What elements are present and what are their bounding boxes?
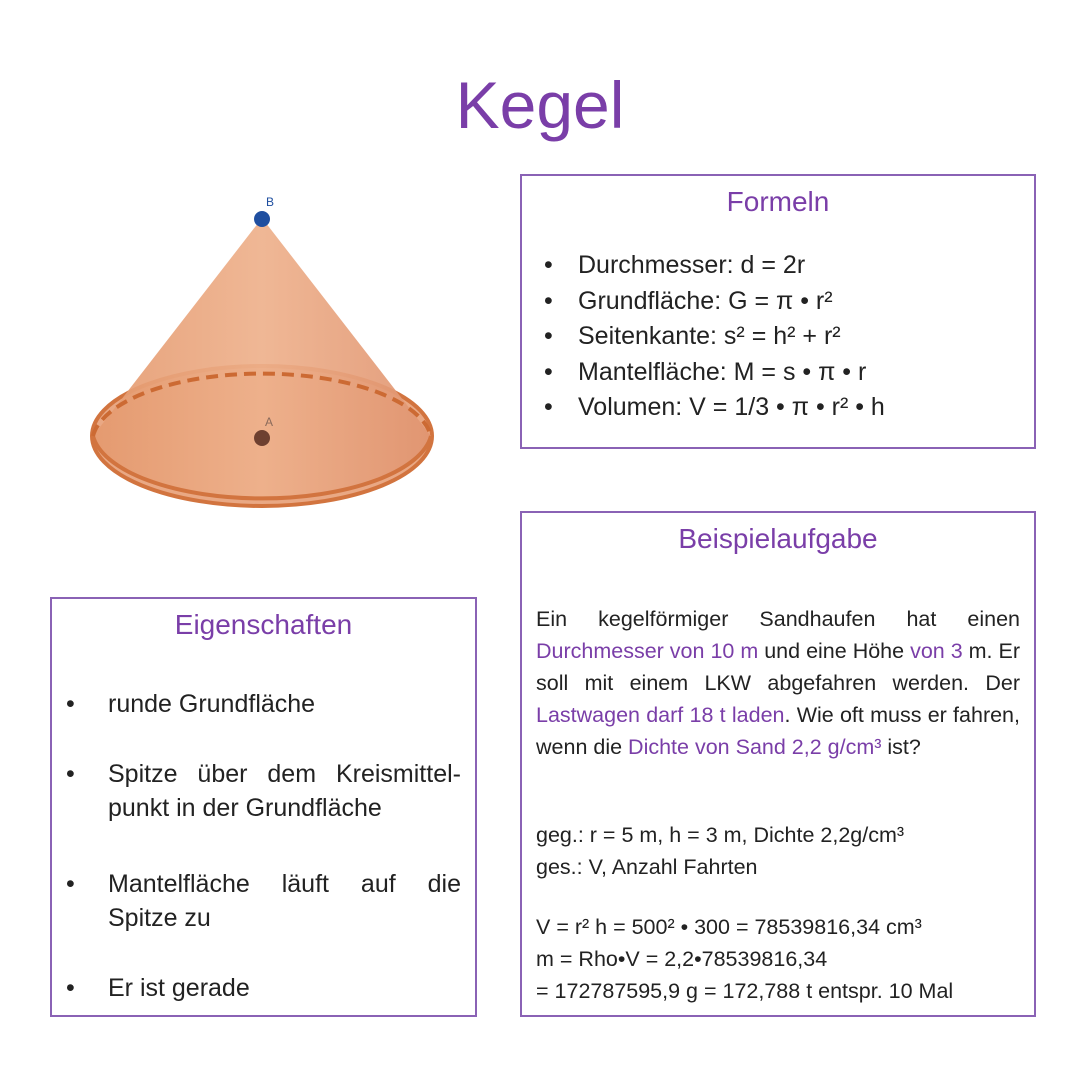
example-task <box>536 603 1020 763</box>
apex-point <box>254 211 270 227</box>
apex-label: B <box>266 195 275 209</box>
formulas-heading: Formeln <box>726 186 830 217</box>
example-heading: Beispielaufgabe <box>678 523 878 554</box>
example-box <box>520 511 1036 1017</box>
formula-slant-height: • Seitenkante: s² = h² + r² <box>544 319 1034 355</box>
task-highlight-density: Dichte von Sand 2,2 g/cm³ <box>628 735 882 759</box>
property-apex-above-center <box>66 757 461 825</box>
task-text: m. Er soll mit einem LKW abgefahren werden. Der <box>536 639 1021 695</box>
property-apex-line-1: Spitze über dem Kreismittel- <box>108 760 461 788</box>
properties-box <box>50 597 477 1017</box>
wanted-line: ges.: V, Anzahl Fahrten <box>536 855 758 879</box>
task-text: . Wie oft muss er fahren, wenn die <box>536 703 1020 759</box>
example-given <box>536 819 1024 883</box>
calc-line-mass: m = Rho•V = 2,2•78539816,34 <box>536 947 828 971</box>
task-text: und eine Höhe <box>758 639 911 663</box>
task-highlight-diameter: Durchmesser von 10 m <box>536 639 759 663</box>
property-apex-line-2: punkt in der Grundfläche <box>108 794 382 822</box>
task-text: ist? <box>881 735 921 759</box>
property-lateral-to-apex: • Mantelfläche läuft auf die Spitze zu <box>66 867 461 935</box>
formulas-box <box>520 174 1036 449</box>
task-text: Ein kegelförmiger Sandhaufen hat einen <box>536 607 1020 631</box>
given-line: geg.: r = 5 m, h = 3 m, Dichte 2,2g/cm³ <box>536 823 905 847</box>
page-title: Kegel <box>455 68 625 142</box>
task-highlight-truck: Lastwagen darf 18 t laden <box>536 703 785 727</box>
calc-line-volume: V = r² h = 500² • 300 = 78539816,34 cm³ <box>536 915 922 939</box>
formula-volume: • Volumen: V = 1/3 • π • r² • h <box>544 390 1034 426</box>
formula-lateral-area: • Mantelfläche: M = s • π • r <box>544 355 1034 391</box>
property-right-cone: • Er ist gerade <box>66 971 461 1005</box>
task-highlight-height: von 3 <box>910 639 963 663</box>
cone-diagram <box>85 190 445 520</box>
example-calculation <box>536 911 1024 1007</box>
formula-diameter: • Durchmesser: d = 2r <box>544 248 1034 284</box>
center-point <box>254 430 270 446</box>
properties-heading: Eigenschaften <box>174 609 353 640</box>
calc-line-result: = 172787595,9 g = 172,788 t entspr. 10 Mal <box>536 979 954 1003</box>
formula-base-area: • Grundfläche: G = π • r² <box>544 284 1034 320</box>
property-round-base: • runde Grundfläche <box>66 687 461 721</box>
formulas-list <box>522 248 1034 426</box>
center-label: A <box>265 415 274 429</box>
cone-lateral-surface <box>93 218 431 498</box>
